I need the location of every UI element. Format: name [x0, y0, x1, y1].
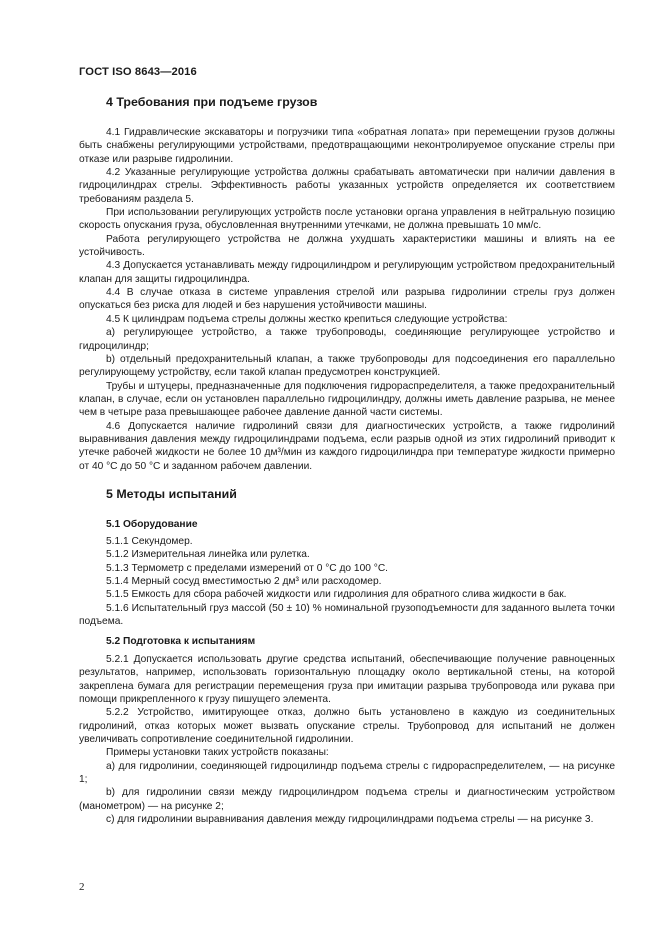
paragraph-4-6: 4.6 Допускается наличие гидролиний связи для диагностических устройств, а также гидролиний выравнивания давления между гидроцилиндрами подъема, если разрыв одной из этих гидролиний приводит к утечке рабочей жидкости не более 10 дм³/мин из каждого гидроцилиндра при температуре жидкости примерно от 40 °C до 50 °C и заданном рабочем давлении. — [79, 420, 615, 472]
list-item-5-1-1: 5.1.1 Секундомер. — [106, 536, 193, 547]
subsection-5-2-body — [79, 653, 615, 826]
paragraph-4-5-pipes: Трубы и штуцеры, предназначенные для подключения гидрораспределителя, а также предохранительный клапан, в случае, если он установлен параллельно гидроцилиндру, должны иметь давление разрыва, не менее чем в четыре раза превышающее рабочее давление данной части системы. — [79, 380, 615, 419]
list-item-4-5-a: а) регулирующее устройство, а также трубопроводы, соединяющие регулирующее устройство и гидроцилиндр; — [79, 327, 615, 352]
section-4-title: 4 Требования при подъеме грузов — [106, 95, 318, 109]
paragraph-4-1: 4.1 Гидравлические экскаваторы и погрузчики типа «обратная лопата» при перемещении грузов должны быть снабжены регулирующими устройствами, предотвращающими неконтролируемое опускание стрелы при отказе или разрыве гидролинии. — [79, 127, 615, 165]
section-5-title: 5 Методы испытаний — [106, 487, 237, 501]
paragraph-4-3: 4.3 Допускается устанавливать между гидроцилиндром и регулирующим устройством предохранительный клапан для защиты гидроцилиндра. — [79, 260, 615, 285]
list-item-5-1-3: 5.1.3 Термометр с пределами измерений от 0 °C до 100 °C. — [106, 562, 389, 574]
list-item-5-1-5: 5.1.5 Емкость для сбора рабочей жидкости или гидролиния для обратного слива жидкости в бак. — [106, 589, 567, 601]
paragraph-5-2-2-examples: Примеры установки таких устройств показаны: — [106, 747, 329, 759]
subsection-5-1-title: 5.1 Оборудование — [106, 519, 198, 530]
paragraph-4-4: 4.4 В случае отказа в системе управления стрелой или разрыва гидролинии стрелы груз должен опускаться без риска для людей и без нарушения устойчивости машины. — [79, 287, 615, 312]
list-item-4-5-b: b) отдельный предохранительный клапан, а также трубопроводы для подсоединения его параллельно регулирующему устройству, если такой клапан предусмотрен конструкцией. — [79, 353, 615, 379]
section-4-body — [79, 126, 615, 473]
list-item-5-1-6: 5.1.6 Испытательный груз массой (50 ± 10) % номинальной грузоподъемности для заданного вылета точки подъема. — [79, 602, 615, 628]
list-item-5-1-2: 5.1.2 Измерительная линейка или рулетка. — [106, 549, 310, 561]
subsection-5-1-body — [79, 535, 615, 628]
document-header: ГОСТ ISO 8643—2016 — [79, 66, 197, 78]
paragraph-4-5: 4.5 К цилиндрам подъема стрелы должны жестко крепиться следующие устройства: — [106, 313, 508, 325]
paragraph-4-2-stability: Работа регулирующего устройства не должна ухудшать характеристики машины и влиять на ее устойчивость. — [79, 233, 615, 259]
paragraph-5-2-1: 5.2.1 Допускается использовать другие средства испытаний, обеспечивающие получение равноценных результатов, например, использовать горизонтальную площадку около вертикальной стены, на которой закреплена бумага для регистрации перемещения груза при имитации разрыва трубопровода или рукава при помощи прикрепленного к грузу пишущего элемента. — [79, 654, 615, 706]
paragraph-5-2-2: 5.2.2 Устройство, имитирующее отказ, должно быть установлено в каждую из соединительных гидролиний, отказ которых может вызвать опускание стрелы. Трубопровод для испытаний не должен увеличивать сопротивление соединительной гидролинии. — [79, 707, 615, 746]
list-item-5-2-2-a: а) для гидролинии, соединяющей гидроцилиндр подъема стрелы с гидрораспределителем, — на рисунке 1; — [79, 760, 615, 786]
list-item-5-2-2-c: c) для гидролинии выравнивания давления между гидроцилиндрами подъема стрелы — на рисунке 3. — [106, 814, 594, 826]
list-item-5-2-2-b: b) для гидролинии связи между гидроцилиндром подъема стрелы и диагностическим устройством (манометром) — на рисунке 2; — [79, 787, 615, 812]
subsection-5-2-title: 5.2 Подготовка к испытаниям — [106, 636, 256, 647]
page-number: 2 — [79, 881, 85, 893]
paragraph-4-2-speed: При использовании регулирующих устройств после установки органа управления в нейтральную позицию скорость опускания груза, обусловленная внутренними утечками, не должна превышать 10 мм/с. — [79, 207, 615, 232]
list-item-5-1-4: 5.1.4 Мерный сосуд вместимостью 2 дм³ или расходомер. — [106, 576, 382, 588]
paragraph-4-2: 4.2 Указанные регулирующие устройства должны срабатывать автоматически при наличии давления в гидроцилиндрах стрелы. Эффективность работы указанных устройств определяется их соответствием требованиям раздела 5. — [79, 167, 615, 205]
